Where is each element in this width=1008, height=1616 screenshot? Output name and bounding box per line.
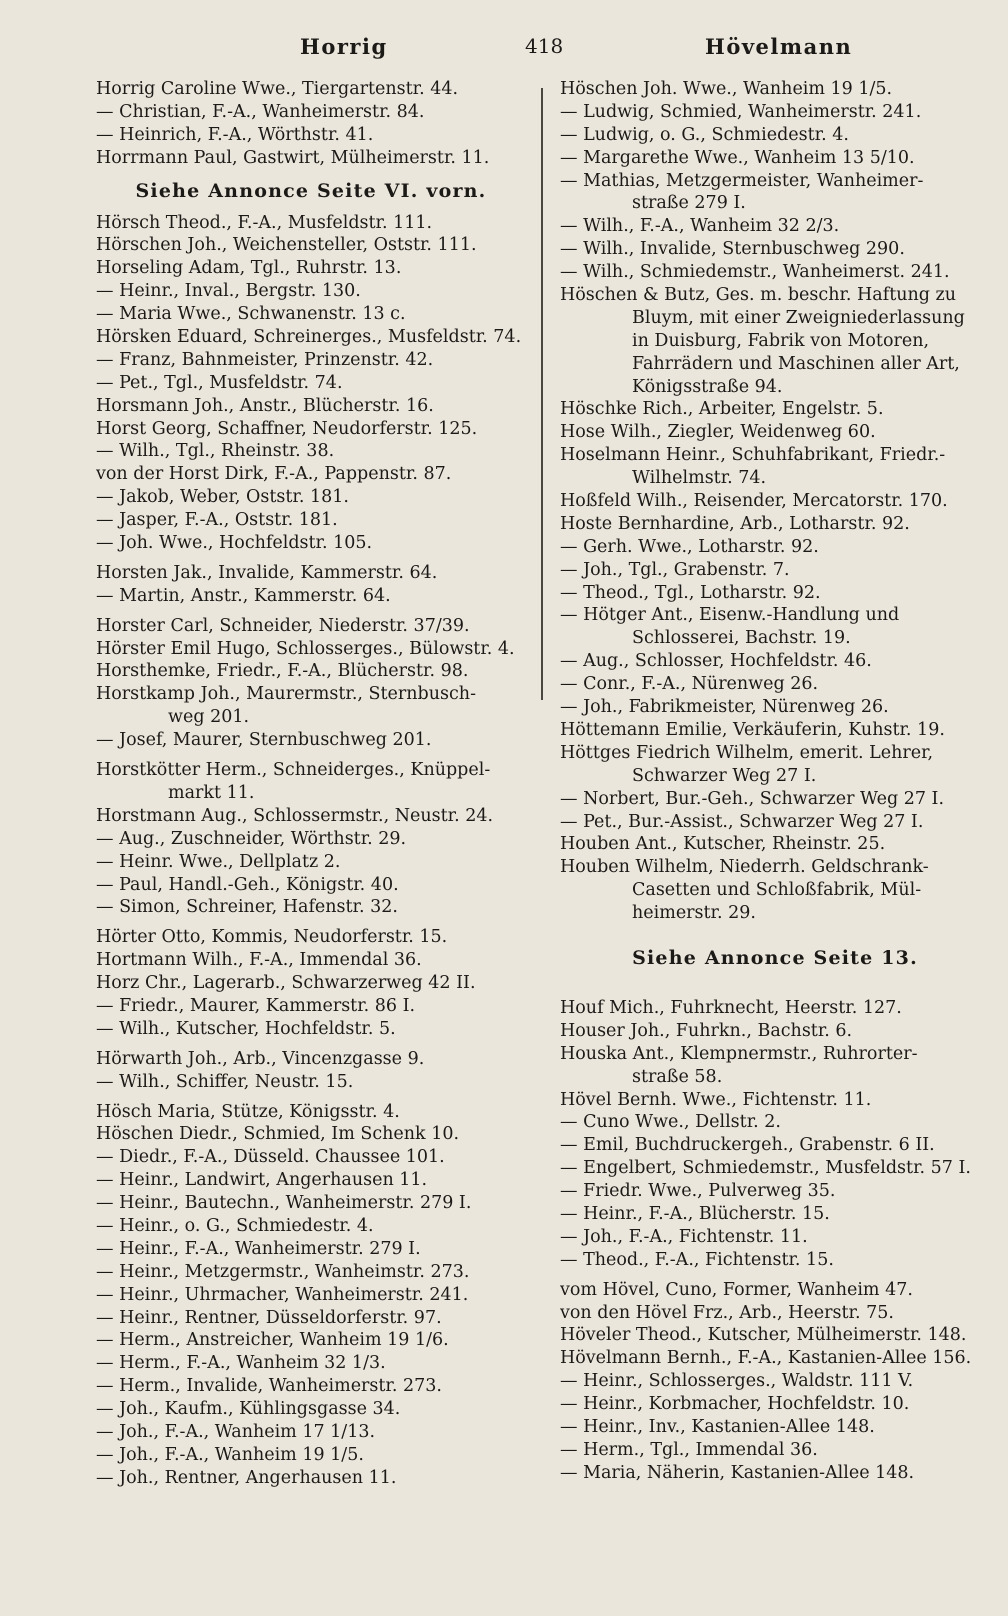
entry-line: straße 279 I. bbox=[632, 193, 746, 214]
entry-line: Höttemann Emilie, Verkäuferin, Kuhstr. 19. bbox=[560, 719, 945, 740]
entry-line: — Heinr., Bautechn., Wanheimerstr. 279 I. bbox=[96, 1193, 472, 1214]
entry-line: — Heinr., F.-A., Wanheimerstr. 279 I. bbox=[96, 1238, 421, 1259]
entry-line: von der Horst Dirk, F.-A., Pappenstr. 87. bbox=[96, 464, 452, 485]
entry-line: — Wilh., Schiffer, Neustr. 15. bbox=[96, 1071, 354, 1092]
entry-line: — Joh., Rentner, Angerhausen 11. bbox=[96, 1467, 397, 1488]
entry-line: — Paul, Handl.-Geh., Königstr. 40. bbox=[96, 874, 399, 895]
entry-line: Horz Chr., Lagerarb., Schwarzerweg 42 II. bbox=[96, 973, 476, 994]
entry-line: Höveler Theod., Kutscher, Mülheimerstr. 148. bbox=[560, 1325, 967, 1346]
entry-line: — Gerh. Wwe., Lotharstr. 92. bbox=[560, 536, 819, 557]
entry-line: — Jakob, Weber, Oststr. 181. bbox=[96, 487, 349, 508]
entry-line: — Herm., Anstreicher, Wanheim 19 1/6. bbox=[96, 1330, 449, 1351]
entry-line: — Maria, Näherin, Kastanien-Allee 148. bbox=[560, 1462, 915, 1483]
entry-line: Horstkötter Herm., Schneiderges., Knüppel- bbox=[96, 760, 491, 781]
entry-line: — Hötger Ant., Eisenw.-Handlung und bbox=[560, 605, 900, 626]
entry-line: — Wilh., Tgl., Rheinstr. 38. bbox=[96, 441, 335, 462]
entry-line: — Franz, Bahnmeister, Prinzenstr. 42. bbox=[96, 349, 434, 370]
entry-line: in Duisburg, Fabrik von Motoren, bbox=[632, 330, 930, 351]
entry-block bbox=[96, 562, 526, 608]
entry-line: Houben Wilhelm, Niederrh. Geldschrank- bbox=[560, 857, 929, 878]
entry-line: Königsstraße 94. bbox=[632, 376, 783, 397]
entry-line: Horsmann Joh., Anstr., Blücherstr. 16. bbox=[96, 395, 434, 416]
entry-line: — Aug., Schlosser, Hochfeldstr. 46. bbox=[560, 651, 872, 672]
entry-line: — Theod., Tgl., Lotharstr. 92. bbox=[560, 582, 821, 603]
entry-line: Hörschen Joh., Weichensteller, Oststr. 111. bbox=[96, 235, 477, 256]
entry-line: Houska Ant., Klempnermstr., Ruhrorter- bbox=[560, 1043, 918, 1064]
entry-block bbox=[560, 997, 990, 1272]
entry-line: — Heinr., F.-A., Blücherstr. 15. bbox=[560, 1203, 830, 1224]
entry-line: Hösch Maria, Stütze, Königsstr. 4. bbox=[96, 1101, 400, 1122]
entry-line: Horstmann Aug., Schlossermstr., Neustr. 24. bbox=[96, 805, 494, 826]
entry-line: — Heinr., Inv., Kastanien-Allee 148. bbox=[560, 1416, 875, 1437]
entry-line: Horsten Jak., Invalide, Kammerstr. 64. bbox=[96, 562, 438, 583]
entry-block bbox=[96, 1048, 526, 1094]
entry-line: — Margarethe Wwe., Wanheim 13 5/10. bbox=[560, 147, 915, 168]
entry-line: — Jasper, F.-A., Oststr. 181. bbox=[96, 510, 338, 531]
entry-line: — Conr., F.-A., Nürenweg 26. bbox=[560, 674, 819, 695]
entry-block bbox=[560, 1279, 990, 1485]
entry-line: Schlosserei, Bachstr. 19. bbox=[632, 628, 851, 649]
entry-block bbox=[96, 759, 526, 919]
entry-block bbox=[96, 926, 526, 1040]
entry-line: Hörter Otto, Kommis, Neudorferstr. 15. bbox=[96, 927, 448, 948]
entry-line: — Simon, Schreiner, Hafenstr. 32. bbox=[96, 897, 398, 918]
entry-line: — Friedr., Maurer, Kammerstr. 86 I. bbox=[96, 995, 416, 1016]
entry-line: — Heinr., Metzgermstr., Wanheimstr. 273. bbox=[96, 1261, 470, 1282]
entry-block bbox=[560, 78, 990, 925]
entry-line: — Heinr., Rentner, Düsseldorferstr. 97. bbox=[96, 1307, 442, 1328]
entry-line: Horster Carl, Schneider, Niederstr. 37/39. bbox=[96, 615, 470, 636]
entry-line: straße 58. bbox=[632, 1066, 723, 1087]
entry-line: Hörsken Eduard, Schreinerges., Musfeldstr. 74. bbox=[96, 327, 522, 348]
entry-line: — Friedr. Wwe., Pulverweg 35. bbox=[560, 1181, 836, 1202]
advert-notice: Siehe Annonce Seite 13. bbox=[632, 946, 918, 969]
running-head-left: Horrig bbox=[300, 34, 388, 59]
entry-block bbox=[96, 1101, 526, 1490]
entry-line: Hörsch Theod., F.-A., Musfeldstr. 111. bbox=[96, 212, 433, 233]
entry-line: Hose Wilh., Ziegler, Weidenweg 60. bbox=[560, 422, 876, 443]
entry-line: vom Hövel, Cuno, Former, Wanheim 47. bbox=[560, 1279, 913, 1300]
entry-line: — Heinr., Schlosserges., Waldstr. 111 V. bbox=[560, 1371, 914, 1392]
running-head-right: Hövelmann bbox=[705, 34, 853, 59]
entry-line: Hortmann Wilh., F.-A., Immendal 36. bbox=[96, 950, 422, 971]
entry-line: — Wilh., Kutscher, Hochfeldstr. 5. bbox=[96, 1018, 396, 1039]
entry-line: Hörwarth Joh., Arb., Vincenzgasse 9. bbox=[96, 1048, 425, 1069]
entry-line: — Norbert, Bur.-Geh., Schwarzer Weg 27 I. bbox=[560, 788, 945, 809]
entry-line: Hörster Emil Hugo, Schlosserges., Bülowstr. 4. bbox=[96, 638, 515, 659]
entry-line: Horst Georg, Schaffner, Neudorferstr. 125. bbox=[96, 418, 478, 439]
entry-line: — Herm., Tgl., Immendal 36. bbox=[560, 1439, 818, 1460]
entry-line: Horrmann Paul, Gastwirt, Mülheimerstr. 11. bbox=[96, 147, 490, 168]
entry-line: — Joh., F.-A., Wanheim 19 1/5. bbox=[96, 1444, 364, 1465]
entry-line: Horrig Caroline Wwe., Tiergartenstr. 44. bbox=[96, 79, 459, 99]
entry-line: — Heinr. Wwe., Dellplatz 2. bbox=[96, 851, 341, 872]
entry-block bbox=[96, 212, 526, 555]
entry-line: Casetten und Schloßfabrik, Mül- bbox=[632, 880, 922, 901]
entry-line: Horstkamp Joh., Maurermstr., Sternbusch- bbox=[96, 684, 476, 705]
left-column bbox=[96, 78, 526, 1490]
advert-notice: Siehe Annonce Seite VI. vorn. bbox=[135, 179, 487, 202]
entry-line: — Ludwig, Schmied, Wanheimerstr. 241. bbox=[560, 101, 922, 122]
entry-line: — Wilh., Schmiedemstr., Wanheimerst. 241. bbox=[560, 262, 950, 283]
entry-line: Horsthemke, Friedr., F.-A., Blücherstr. 98. bbox=[96, 661, 469, 682]
entry-line: Höschen Diedr., Schmied, Im Schenk 10. bbox=[96, 1124, 460, 1145]
entry-line: — Joh., Fabrikmeister, Nürenweg 26. bbox=[560, 697, 889, 718]
page-number: 418 bbox=[525, 34, 564, 58]
entry-line: — Joh., Tgl., Grabenstr. 7. bbox=[560, 559, 790, 580]
entry-line: Höttges Fiedrich Wilhelm, emerit. Lehrer, bbox=[560, 742, 934, 763]
entry-line: — Heinrich, F.-A., Wörthstr. 41. bbox=[96, 124, 374, 145]
entry-line: Houben Ant., Kutscher, Rheinstr. 25. bbox=[560, 834, 886, 855]
entry-block bbox=[96, 78, 526, 170]
entry-line: — Christian, F.-A., Wanheimerstr. 84. bbox=[96, 101, 425, 122]
entry-line: — Joh., F.-A., Wanheim 17 1/13. bbox=[96, 1421, 376, 1442]
entry-line: — Heinr., Landwirt, Angerhausen 11. bbox=[96, 1170, 428, 1191]
entry-line: — Herm., F.-A., Wanheim 32 1/3. bbox=[96, 1353, 386, 1374]
entry-line: Höschke Rich., Arbeiter, Engelstr. 5. bbox=[560, 399, 884, 420]
entry-line: Hoste Bernhardine, Arb., Lotharstr. 92. bbox=[560, 513, 910, 534]
entry-line: — Pet., Bur.-Assist., Schwarzer Weg 27 I. bbox=[560, 811, 924, 832]
page-header bbox=[0, 34, 1008, 64]
entry-line: Fahrrädern und Maschinen aller Art, bbox=[632, 353, 960, 374]
entry-line: — Heinr., Inval., Bergstr. 130. bbox=[96, 281, 361, 302]
entry-line: Bluym, mit einer Zweigniederlassung bbox=[632, 307, 965, 328]
entry-line: — Emil, Buchdruckergeh., Grabenstr. 6 II. bbox=[560, 1135, 935, 1156]
entry-line: — Heinr., Uhrmacher, Wanheimerstr. 241. bbox=[96, 1284, 469, 1305]
entry-line: Houf Mich., Fuhrknecht, Heerstr. 127. bbox=[560, 997, 902, 1018]
entry-line: — Aug., Zuschneider, Wörthstr. 29. bbox=[96, 828, 407, 849]
entry-line: markt 11. bbox=[168, 782, 255, 803]
entry-line: — Josef, Maurer, Sternbuschweg 201. bbox=[96, 730, 432, 751]
entry-line: Hoßfeld Wilh., Reisender, Mercatorstr. 170. bbox=[560, 491, 948, 512]
entry-line: Houser Joh., Fuhrkn., Bachstr. 6. bbox=[560, 1020, 853, 1041]
right-column bbox=[560, 78, 990, 1485]
entry-line: Hövel Bernh. Wwe., Fichtenstr. 11. bbox=[560, 1089, 872, 1110]
entry-line: — Joh., F.-A., Fichtenstr. 11. bbox=[560, 1226, 808, 1247]
entry-line: — Herm., Invalide, Wanheimerstr. 273. bbox=[96, 1376, 442, 1397]
entry-line: — Pet., Tgl., Musfeldstr. 74. bbox=[96, 372, 343, 393]
entry-line: — Diedr., F.-A., Düsseld. Chaussee 101. bbox=[96, 1147, 445, 1168]
entry-line: Wilhelmstr. 74. bbox=[632, 468, 767, 489]
entry-line: — Wilh., F.-A., Wanheim 32 2/3. bbox=[560, 216, 840, 237]
entry-line: Höschen & Butz, Ges. m. beschr. Haftung zu bbox=[560, 285, 957, 306]
entry-line: weg 201. bbox=[168, 707, 250, 728]
entry-line: Schwarzer Weg 27 I. bbox=[632, 765, 817, 786]
entry-block bbox=[96, 615, 526, 752]
entry-line: — Heinr., Korbmacher, Hochfeldstr. 10. bbox=[560, 1394, 910, 1415]
entry-line: — Martin, Anstr., Kammerstr. 64. bbox=[96, 585, 391, 606]
entry-line: Hoselmann Heinr., Schuhfabrikant, Friedr.- bbox=[560, 445, 946, 466]
entry-line: Hövelmann Bernh., F.-A., Kastanien-Allee 156. bbox=[560, 1348, 972, 1369]
entry-line: von den Hövel Frz., Arb., Heerstr. 75. bbox=[560, 1302, 894, 1323]
entry-line: heimerstr. 29. bbox=[632, 903, 756, 924]
entry-line: Höschen Joh. Wwe., Wanheim 19 1/5. bbox=[560, 79, 893, 99]
entry-line: — Joh. Wwe., Hochfeldstr. 105. bbox=[96, 533, 373, 554]
column-divider bbox=[541, 88, 543, 700]
entry-line: — Heinr., o. G., Schmiedestr. 4. bbox=[96, 1215, 374, 1236]
entry-line: — Engelbert, Schmiedemstr., Musfeldstr. 57 I. bbox=[560, 1158, 971, 1179]
entry-line: — Cuno Wwe., Dellstr. 2. bbox=[560, 1112, 781, 1133]
entry-line: — Joh., Kaufm., Kühlingsgasse 34. bbox=[96, 1399, 401, 1420]
entry-line: Horseling Adam, Tgl., Ruhrstr. 13. bbox=[96, 258, 402, 279]
entry-line: — Wilh., Invalide, Sternbuschweg 290. bbox=[560, 239, 905, 260]
entry-line: — Maria Wwe., Schwanenstr. 13 c. bbox=[96, 304, 406, 325]
entry-line: — Theod., F.-A., Fichtenstr. 15. bbox=[560, 1249, 834, 1270]
entry-line: — Ludwig, o. G., Schmiedestr. 4. bbox=[560, 124, 849, 145]
entry-line: — Mathias, Metzgermeister, Wanheimer- bbox=[560, 170, 924, 191]
